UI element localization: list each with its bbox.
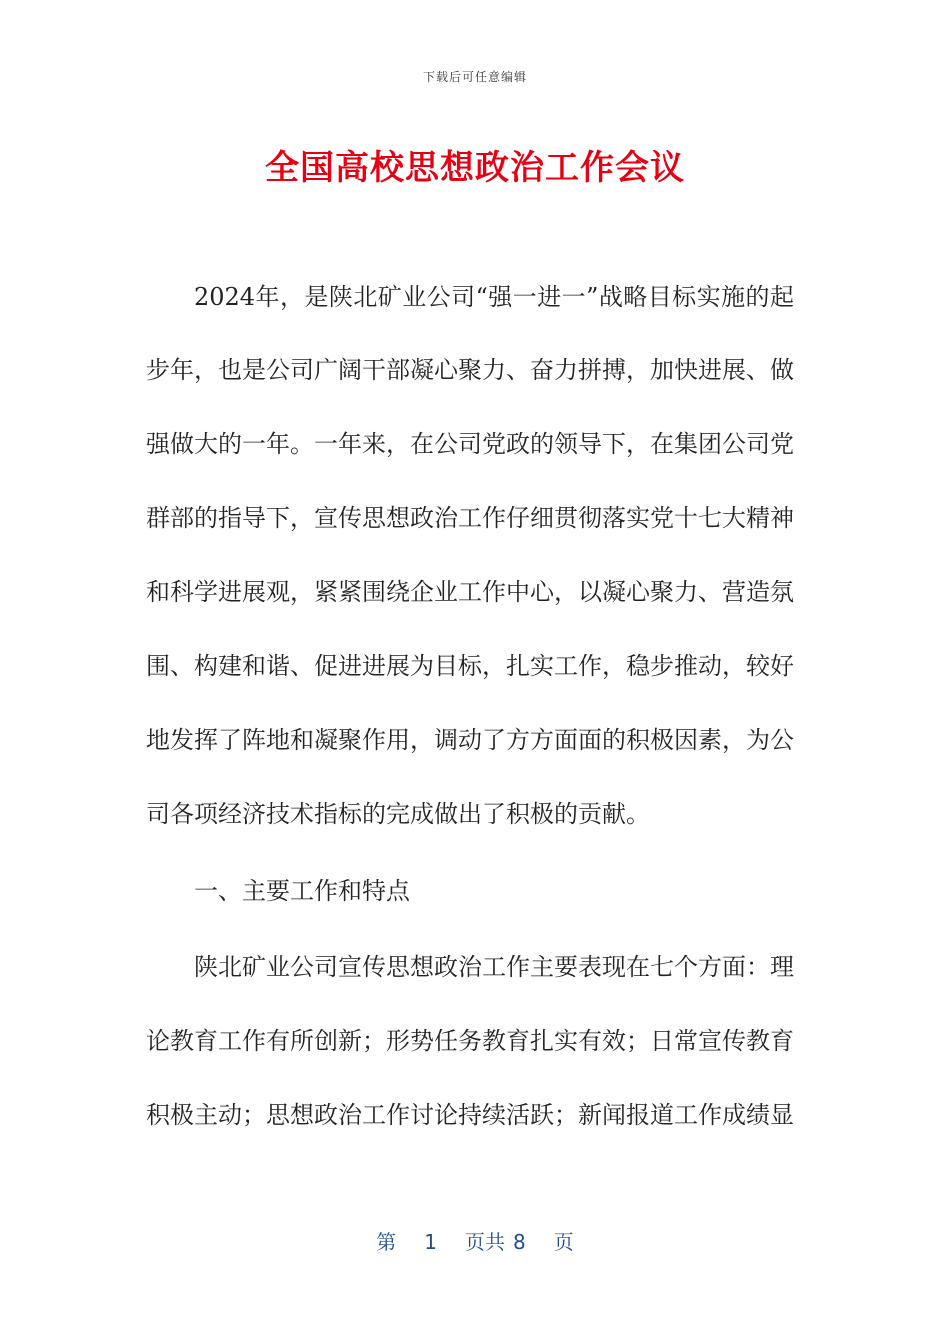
- paragraph-line: 群部的指导下，宣传思想政治工作仔细贯彻落实党十七大精神: [146, 504, 794, 532]
- paragraph-line: 积极主动；思想政治工作讨论持续活跃；新闻报道工作成绩显: [146, 1101, 794, 1129]
- footer-prefix: 第: [376, 1230, 397, 1254]
- section-heading: 一、主要工作和特点: [194, 877, 410, 905]
- footer-middle: 页共: [465, 1230, 505, 1254]
- paragraph-line: 论教育工作有所创新；形势任务教育扎实有效；日常宣传教育: [146, 1027, 794, 1055]
- paragraph-line: 围、构建和谐、促进进展为目标，扎实工作，稳步推动，较好: [146, 652, 794, 680]
- footer-page-number: 1: [424, 1230, 437, 1254]
- paragraph-line: 司各项经济技术指标的完成做出了积极的贡献。: [146, 800, 650, 828]
- page-footer: [0, 1226, 950, 1255]
- footer-total-pages: 8: [513, 1230, 526, 1254]
- footer-suffix: 页: [553, 1230, 574, 1254]
- paragraph-line: 地发挥了阵地和凝聚作用，调动了方方面面的积极因素，为公: [146, 726, 794, 754]
- header-note: 下载后可任意编辑: [422, 70, 527, 84]
- paragraph-line: 强做大的一年。一年来，在公司党政的领导下，在集团公司党: [146, 430, 794, 458]
- paragraph-line: 和科学进展观，紧紧围绕企业工作中心，以凝心聚力、营造氛: [146, 578, 794, 606]
- document-title: 全国高校思想政治工作会议: [265, 148, 685, 188]
- paragraph-line: 步年，也是公司广阔干部凝心聚力、奋力拼搏，加快进展、做: [146, 356, 794, 384]
- paragraph-line: 2024年，是陕北矿业公司“强一进一”战略目标实施的起: [194, 283, 794, 311]
- paragraph-line: 陕北矿业公司宣传思想政治工作主要表现在七个方面：理: [194, 953, 794, 981]
